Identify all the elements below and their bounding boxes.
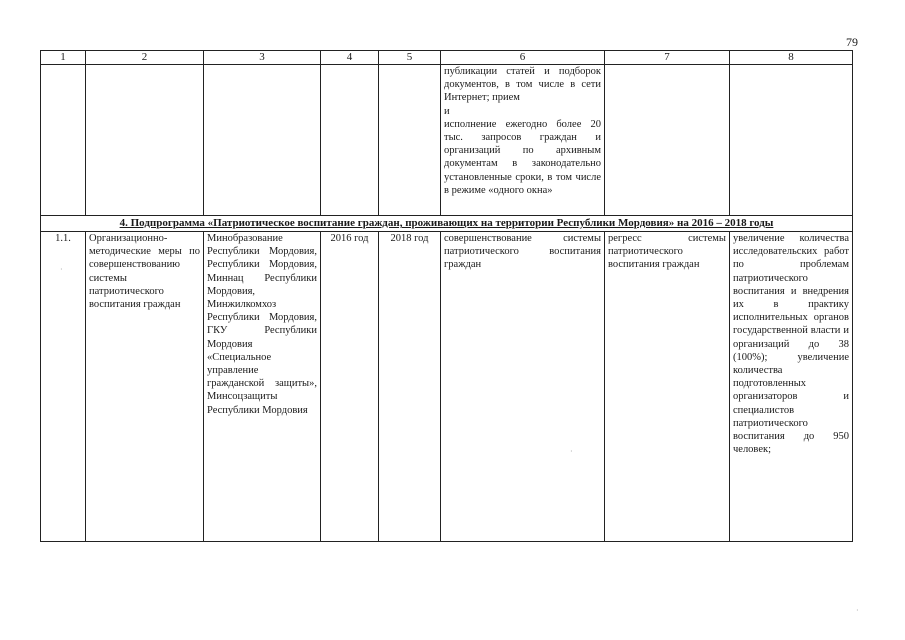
column-number-row	[41, 51, 853, 65]
col-header-2: 2	[86, 51, 204, 65]
scan-speck: ·	[570, 447, 573, 456]
measure-risk: регресс системы патриотического воспитания граждан	[605, 232, 730, 542]
col-header-3: 3	[204, 51, 321, 65]
measure-number: 1.1.	[41, 232, 86, 542]
section-title: 4. Подпрограмма «Патриотическое воспитание граждан, проживающих на территории Республики Мордовия» на 2016 – 2018 годы	[41, 216, 853, 232]
section-heading-row	[41, 216, 853, 232]
col-header-4: 4	[321, 51, 379, 65]
measure-indicator: увеличение количества исследовательских работ по проблемам патриотического воспитания и внедрения их в практику исполнительных органов государственной власти и организаций до 38 (100%); увеличение количества подготовленных организаторов и специалистов патриотического воспитания до 950 человек;	[730, 232, 853, 542]
col-header-8: 8	[730, 51, 853, 65]
scan-speck: ·	[60, 265, 63, 274]
col-header-5: 5	[379, 51, 441, 65]
cont-cell-3	[204, 65, 321, 216]
measure-name: Организационно-методические меры по совершенствованию системы патриотического воспитания граждан	[86, 232, 204, 542]
cont-cell-4	[321, 65, 379, 216]
col-header-6: 6	[441, 51, 605, 65]
cont-cell-6-result: публикации статей и подборок документов, в том числе в сети Интернет; прием и исполнение ежегодно более 20 тыс. запросов граждан и организаций по архивным документам в законодательно установленные сроки, в том числе в режиме «одного окна»	[441, 65, 605, 216]
measure-expected-result: совершенствование системы патриотического воспитания граждан	[441, 232, 605, 542]
cont-cell-8	[730, 65, 853, 216]
cont-cell-5	[379, 65, 441, 216]
program-table	[40, 50, 853, 542]
cont-cell-7	[605, 65, 730, 216]
measure-row	[41, 232, 853, 542]
page-number: 79	[846, 35, 858, 49]
scan-speck: ·	[856, 606, 859, 615]
col-header-7: 7	[605, 51, 730, 65]
col-header-1: 1	[41, 51, 86, 65]
cont-cell-1	[41, 65, 86, 216]
measure-end-year: 2018 год	[379, 232, 441, 542]
measure-executors: Минобразование Республики Мордовия, Республики Мордовия, Миннац Республики Мордовия, Минжилкомхоз Республики Мордовия, ГКУ Республики Мордовия «Специальное управление гражданской защиты», Минсоцзащиты Республики Мордовия	[204, 232, 321, 542]
continuation-row	[41, 65, 853, 216]
measure-start-year: 2016 год	[321, 232, 379, 542]
cont-cell-2	[86, 65, 204, 216]
